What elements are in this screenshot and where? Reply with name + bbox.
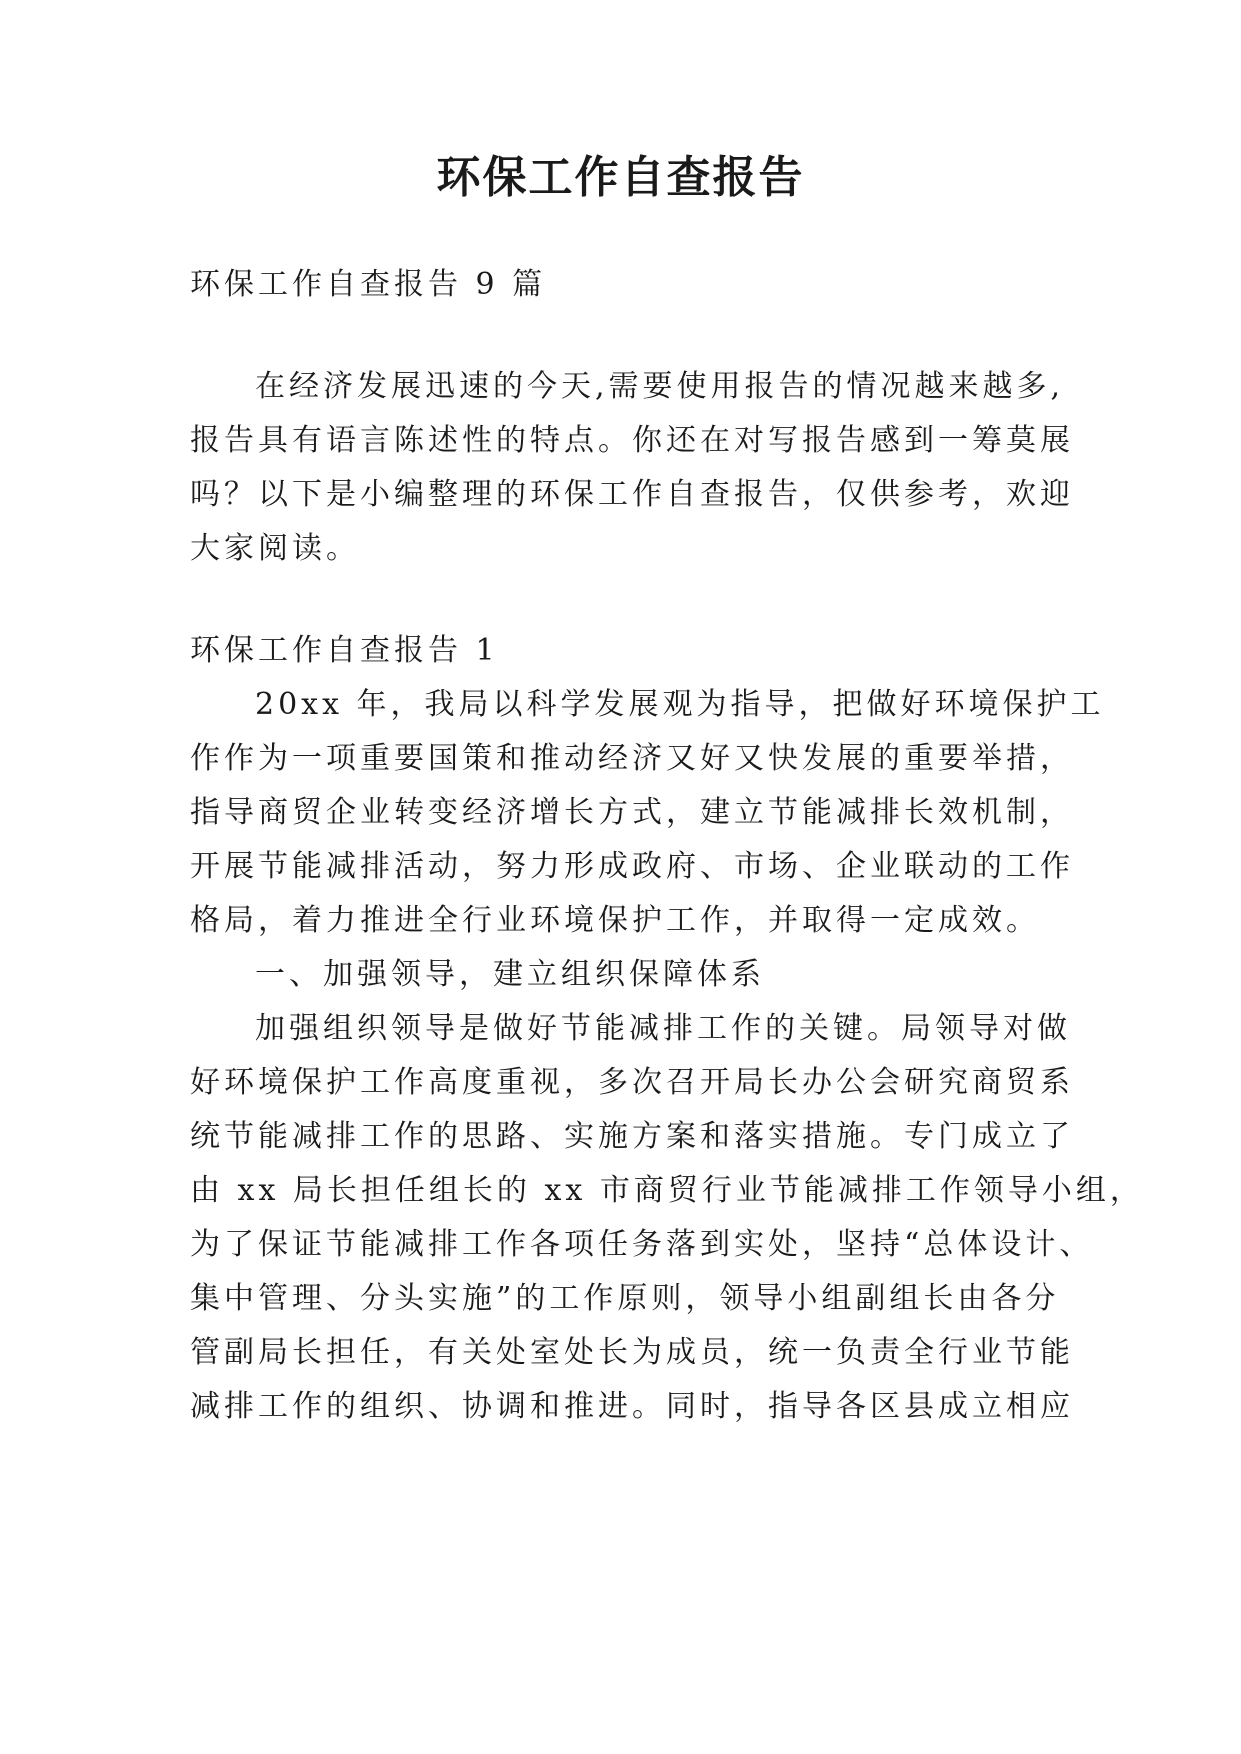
para2-line-4: 由 xx 局长担任组长的 xx 市商贸行业节能减排工作领导小组， [190,1173,1144,1208]
document-title: 环保工作自查报告 [436,152,805,203]
para2-line-6: 集中管理、分头实施”的工作原则，领导小组副组长由各分 [190,1281,1060,1316]
para1-line-5: 格局，着力推进全行业环境保护工作，并取得一定成效。 [190,903,1040,938]
para2-line-3: 统节能减排工作的思路、实施方案和落实措施。专门成立了 [190,1119,1074,1154]
intro-line-2: 报告具有语言陈述性的特点。你还在对写报告感到一筹莫展 [190,423,1074,458]
para1-line-4: 开展节能减排活动，努力形成政府、市场、企业联动的工作 [190,849,1074,884]
intro-line-3: 吗？以下是小编整理的环保工作自查报告，仅供参考，欢迎 [190,477,1074,512]
para1-line-3: 指导商贸企业转变经济增长方式，建立节能减排长效机制， [190,795,1074,830]
para2-line-7: 管副局长担任，有关处室处长为成员，统一负责全行业节能 [190,1335,1074,1370]
para2-line-8: 减排工作的组织、协调和推进。同时，指导各区县成立相应 [190,1389,1074,1424]
para1-line-2: 作作为一项重要国策和推动经济又好又快发展的重要举措， [190,741,1074,776]
intro-line-1: 在经济发展迅速的今天,需要使用报告的情况越来越多, [255,369,1065,404]
document-subtitle: 环保工作自查报告 9 篇 [190,267,547,302]
heading-1: 一、加强领导，建立组织保障体系 [255,957,765,992]
section-title: 环保工作自查报告 1 [190,633,499,668]
intro-line-4: 大家阅读。 [190,531,360,566]
para2-line-5: 为了保证节能减排工作各项任务落到实处，坚持“总体设计、 [190,1227,1094,1262]
para1-line-1: 20xx 年，我局以科学发展观为指导，把做好环境保护工 [255,687,1105,722]
para2-line-2: 好环境保护工作高度重视，多次召开局长办公会研究商贸系 [190,1065,1074,1100]
para2-line-1: 加强组织领导是做好节能减排工作的关键。局领导对做 [255,1011,1071,1046]
